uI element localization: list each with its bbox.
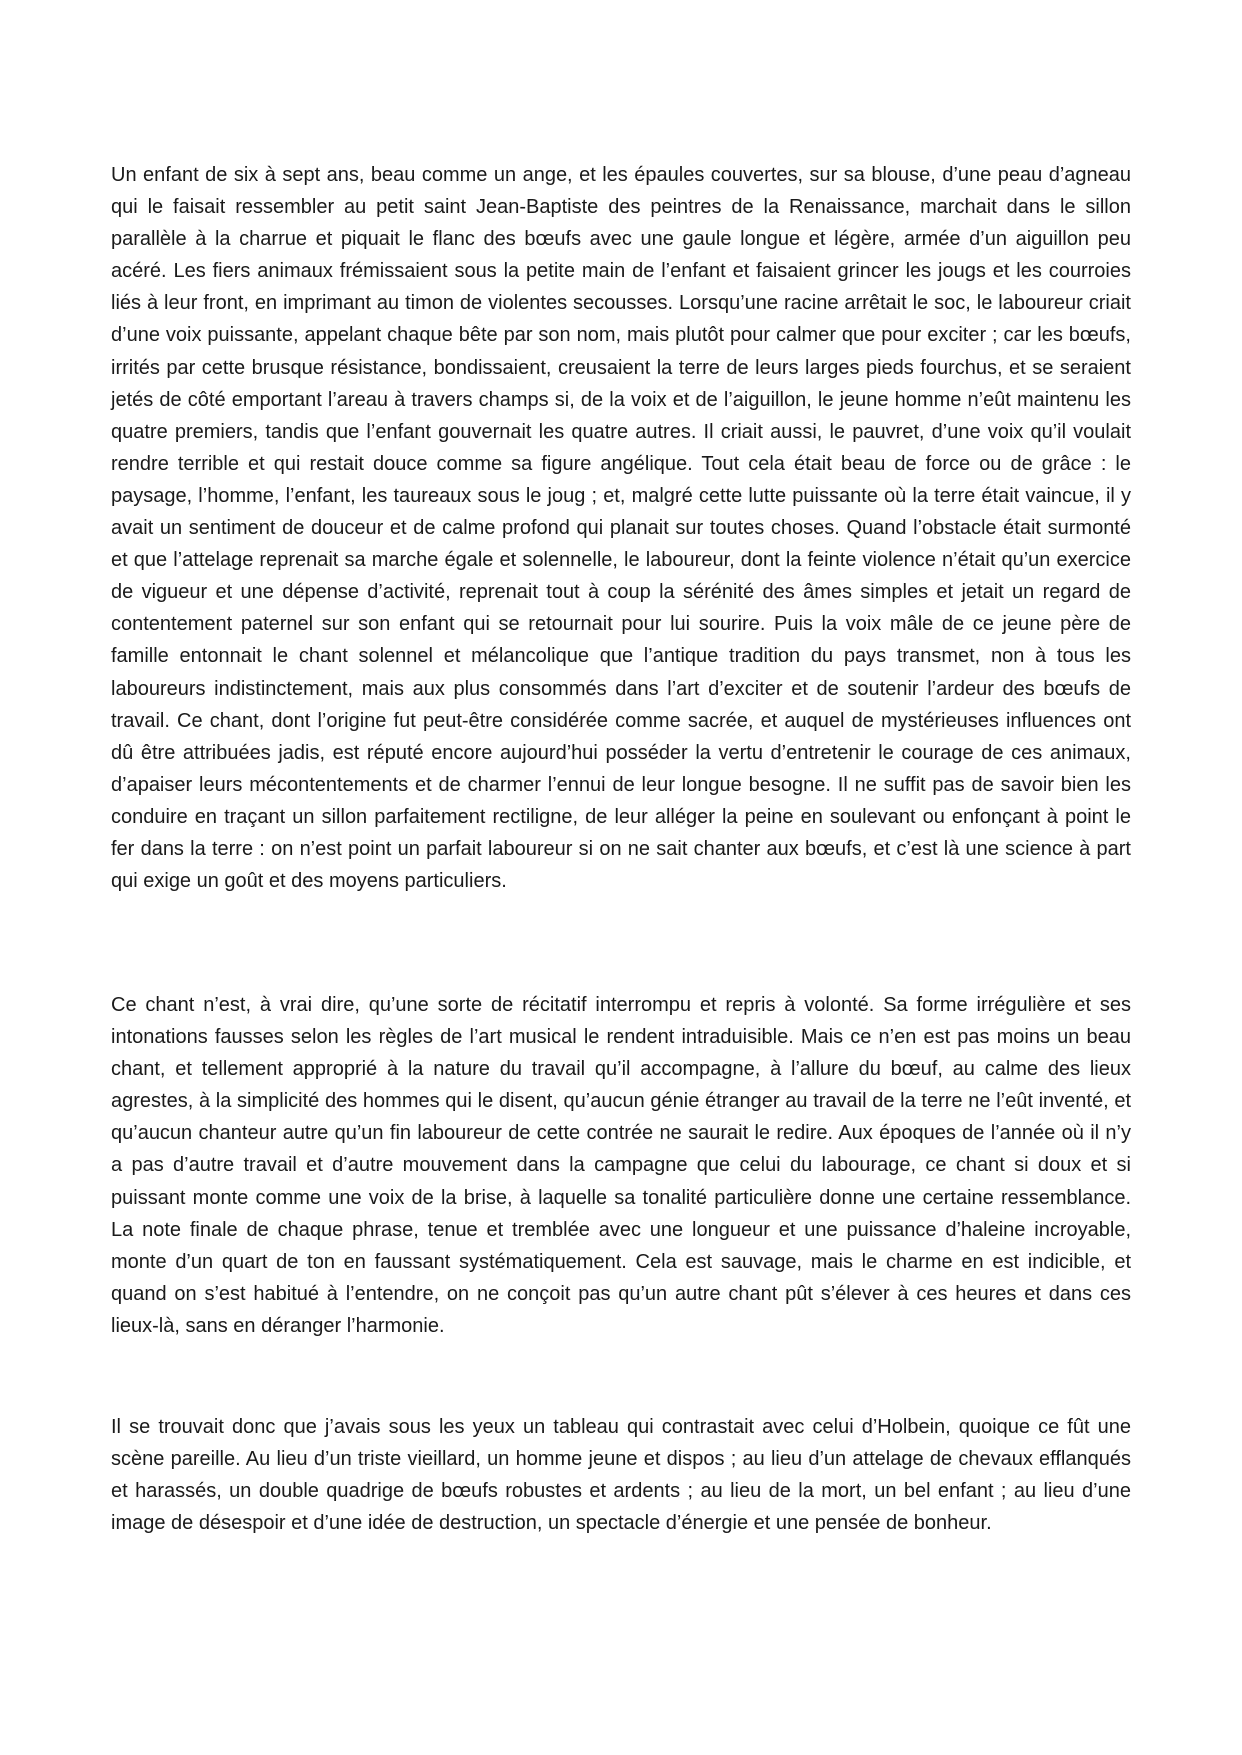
paragraph-plowing-scene: Un enfant de six à sept ans, beau comme un ange, et les épaules couvertes, sur sa blouse, d’une peau d’agneau qui le faisait ressembler au petit saint Jean-Baptiste des peintres de la Renaissance, marchait dans le sillon parallèle à la charrue et piquait le flanc des bœufs avec une gaule longue et légère, armée d’un aiguillon peu acéré. Les fiers animaux frémissaient sous la petite main de l’enfant et faisaient grincer les jougs et les courroies liés à leur front, en imprimant au timon de violentes secousses. Lorsqu’une racine arrêtait le soc, le laboureur criait d’une voix puissante, appelant chaque bête par son nom, mais plutôt pour calmer que pour exciter ; car les bœufs, irrités par cette brusque résistance, bondissaient, creusaient la terre de leurs larges pieds fourchus, et se seraient jetés de côté emportant l’areau à travers champs si, de la voix et de l’aiguillon, le jeune homme n’eût maintenu les quatre premiers, tandis que l’enfant gouvernait les quatre autres. Il criait aussi, le pauvret, d’une voix qu’il voulait rendre terrible et qui restait douce comme sa figure angélique. Tout cela était beau de force ou de grâce : le paysage, l’homme, l’enfant, les taureaux sous le joug ; et, malgré cette lutte puissante où la terre était vaincue, il y avait un sentiment de douceur et de calme profond qui planait sur toutes choses. Quand l’obstacle était surmonté et que l’attelage reprenait sa marche égale et solennelle, le laboureur, dont la feinte violence n’était qu’un exercice de vigueur et une dépense d’activité, reprenait tout à coup la sérénité des âmes simples et jetait un regard de contentement paternel sur son enfant qui se retournait pour lui sourire. Puis la voix mâle de ce jeune père de famille entonnait le chant solennel et mélancolique que l’antique tradition du pays transmet, non à tous les laboureurs indistinctement, mais aux plus consommés dans l’art d’exciter et de soutenir l’ardeur des bœufs de travail. Ce chant, dont l’origine fut peut-être considérée comme sacrée, et auquel de mystérieuses influences ont dû être attribuées jadis, est réputé encore aujourd’hui posséder la vertu d’entretenir le courage de ces animaux, d’apaiser leurs mécontentements et de charmer l’ennui de leur longue besogne. Il ne suffit pas de savoir bien les conduire en traçant un sillon parfaitement rectiligne, de leur alléger la peine en soulevant ou enfonçant à point le fer dans la terre : on n’est point un parfait laboureur si on ne sait chanter aux bœufs, et c’est là une science à part qui exige un goût et des moyens particuliers. bbox=[111, 164, 1131, 893]
paragraph-plowing-song: Ce chant n’est, à vrai dire, qu’une sorte de récitatif interrompu et repris à volonté. Sa forme irrégulière et ses intonations fausses selon les règles de l’art musical le rendent intraduisible. Mais ce n’en est pas moins un beau chant, et tellement approprié à la nature du travail qu’il accompagne, à l’allure du bœuf, au calme des lieux agrestes, à la simplicité des hommes qui le disent, qu’aucun génie étranger au travail de la terre ne l’eût inventé, et qu’aucun chanteur autre qu’un fin laboureur de cette contrée ne saurait le redire. Aux époques de l’année où il n’y a pas d’autre travail et d’autre mouvement dans la campagne que celui du labourage, ce chant si doux et si puissant monte comme une voix de la brise, à laquelle sa tonalité particulière donne une certaine ressemblance. La note finale de chaque phrase, tenue et tremblée avec une longueur et une puissance d’haleine incroyable, monte d’un quart de ton en faussant systématiquement. Cela est sauvage, mais le charme en est indicible, et quand on s’est habitué à l’entendre, on ne conçoit pas qu’un autre chant pût s’élever à ces heures et dans ces lieux-là, sans en déranger l’harmonie. bbox=[111, 994, 1131, 1337]
paragraph-holbein-contrast: Il se trouvait donc que j’avais sous les yeux un tableau qui contrastait avec celui d’Holbein, quoique ce fût une scène pareille. Au lieu d’un triste vieillard, un homme jeune et dispos ; au lieu d’un attelage de chevaux efflanqués et harassés, un double quadrige de bœufs robustes et ardents ; au lieu de la mort, un bel enfant ; au lieu d’une image de désespoir et d’une idée de destruction, un spectacle d’énergie et une pensée de bonheur. bbox=[111, 1416, 1131, 1535]
